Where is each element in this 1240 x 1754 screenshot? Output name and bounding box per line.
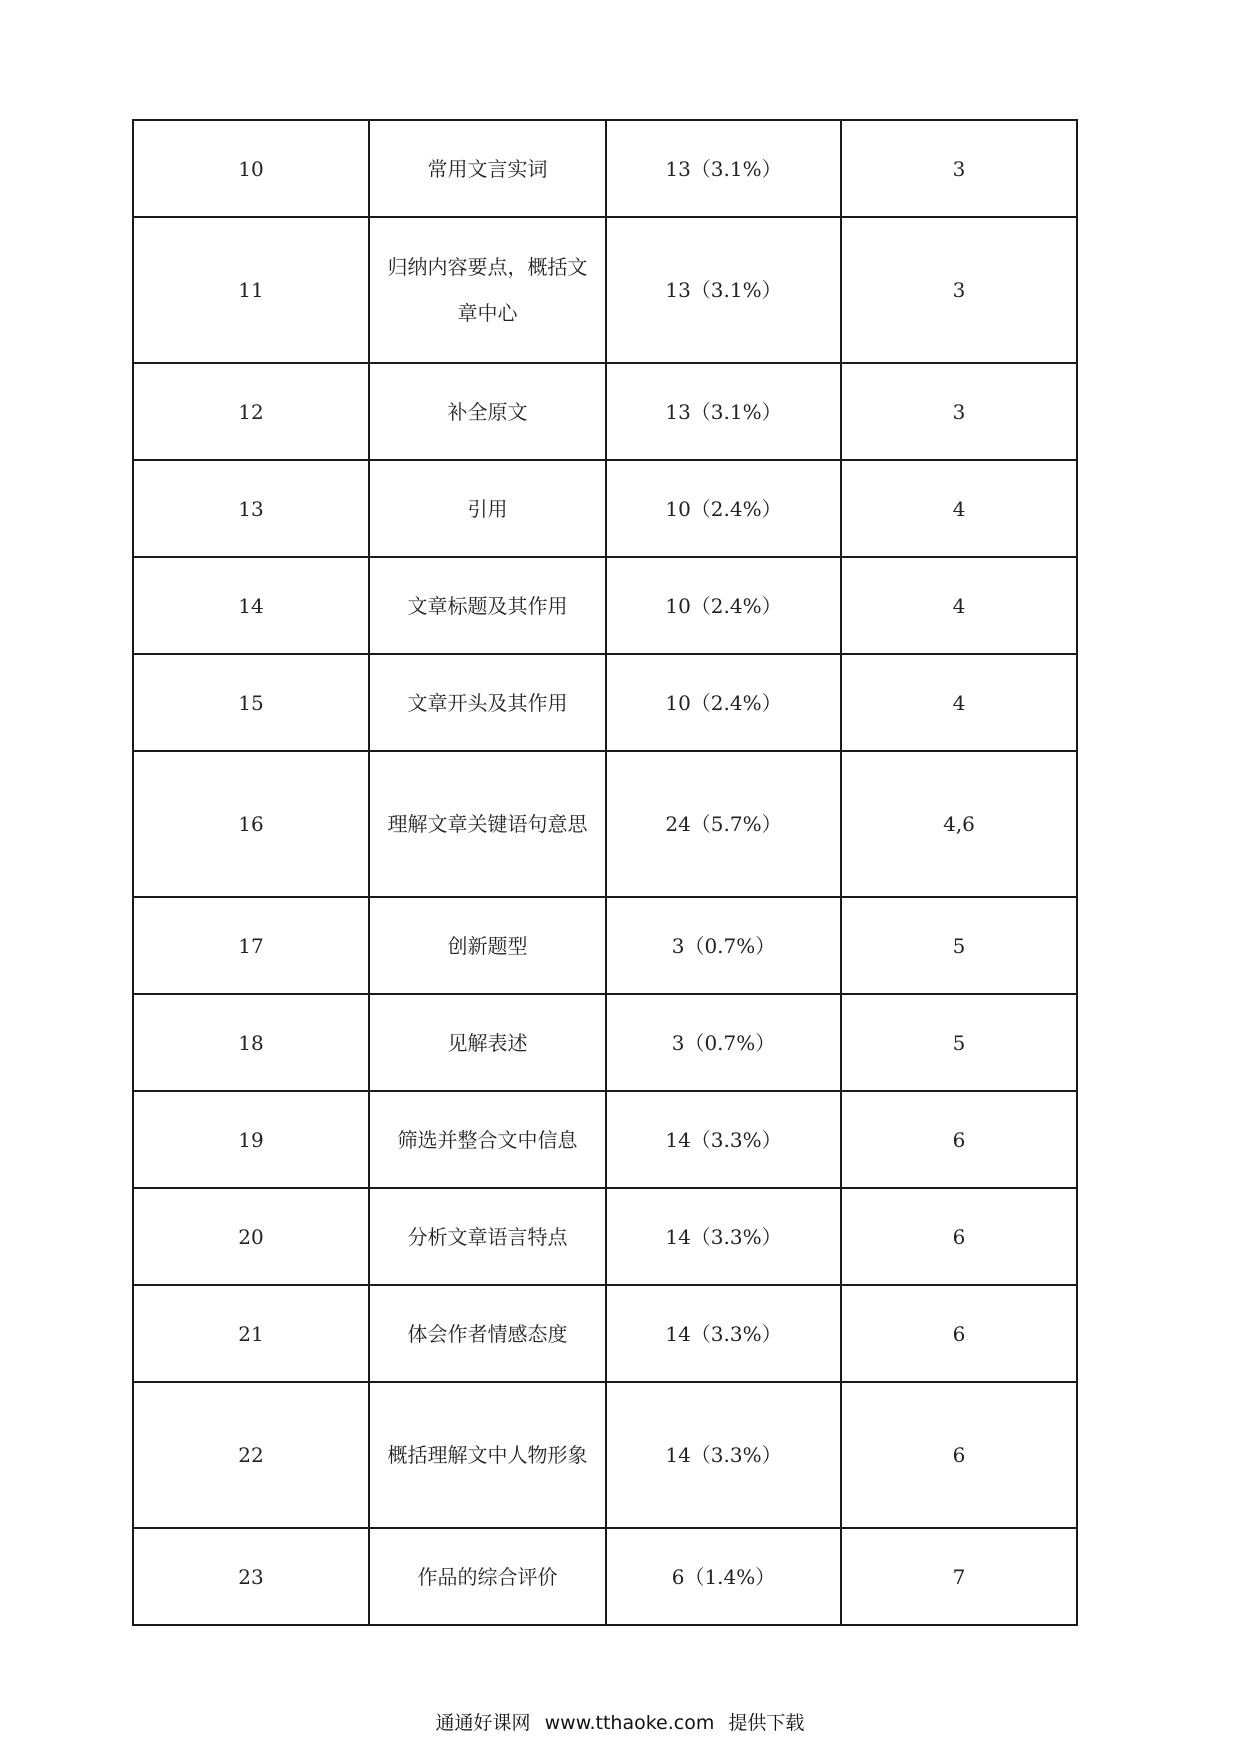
table-body <box>133 120 1077 1625</box>
group-cell: 7 <box>841 1528 1077 1625</box>
row-number-cell: 21 <box>133 1285 369 1382</box>
count-cell: 14（3.3%） <box>606 1382 841 1528</box>
count-cell: 14（3.3%） <box>606 1188 841 1285</box>
table-row <box>133 120 1077 217</box>
row-number-cell: 10 <box>133 120 369 217</box>
count-cell: 6（1.4%） <box>606 1528 841 1625</box>
group-cell: 6 <box>841 1188 1077 1285</box>
table-row <box>133 217 1077 363</box>
count-cell: 10（2.4%） <box>606 654 841 751</box>
table-row <box>133 1382 1077 1528</box>
table-row <box>133 363 1077 460</box>
topic-cell: 常用文言实词 <box>369 120 606 217</box>
count-cell: 10（2.4%） <box>606 460 841 557</box>
topic-cell: 作品的综合评价 <box>369 1528 606 1625</box>
group-cell: 4 <box>841 460 1077 557</box>
table-row <box>133 751 1077 897</box>
table-row <box>133 1528 1077 1625</box>
topic-cell: 体会作者情感态度 <box>369 1285 606 1382</box>
topic-cell: 引用 <box>369 460 606 557</box>
group-cell: 3 <box>841 120 1077 217</box>
topic-cell: 补全原文 <box>369 363 606 460</box>
count-cell: 3（0.7%） <box>606 897 841 994</box>
group-cell: 5 <box>841 994 1077 1091</box>
stats-table <box>132 119 1078 1626</box>
row-number-cell: 16 <box>133 751 369 897</box>
table-row <box>133 460 1077 557</box>
topic-cell: 理解文章关键语句意思 <box>369 751 606 897</box>
group-cell: 6 <box>841 1285 1077 1382</box>
group-cell: 3 <box>841 217 1077 363</box>
row-number-cell: 14 <box>133 557 369 654</box>
group-cell: 4,6 <box>841 751 1077 897</box>
topic-cell: 筛选并整合文中信息 <box>369 1091 606 1188</box>
row-number-cell: 17 <box>133 897 369 994</box>
footer-suffix: 提供下载 <box>728 1712 805 1734</box>
topic-cell: 创新题型 <box>369 897 606 994</box>
table-row <box>133 897 1077 994</box>
page-footer <box>0 1708 1240 1735</box>
table-row <box>133 654 1077 751</box>
count-cell: 13（3.1%） <box>606 217 841 363</box>
group-cell: 6 <box>841 1382 1077 1528</box>
group-cell: 3 <box>841 363 1077 460</box>
row-number-cell: 13 <box>133 460 369 557</box>
count-cell: 3（0.7%） <box>606 994 841 1091</box>
group-cell: 4 <box>841 654 1077 751</box>
topic-cell: 文章标题及其作用 <box>369 557 606 654</box>
topic-cell: 归纳内容要点，概括文章中心 <box>369 217 606 363</box>
count-cell: 13（3.1%） <box>606 120 841 217</box>
row-number-cell: 11 <box>133 217 369 363</box>
row-number-cell: 12 <box>133 363 369 460</box>
row-number-cell: 19 <box>133 1091 369 1188</box>
footer-site-name: 通通好课网 <box>435 1712 531 1734</box>
row-number-cell: 20 <box>133 1188 369 1285</box>
table-row <box>133 1188 1077 1285</box>
row-number-cell: 22 <box>133 1382 369 1528</box>
table-row <box>133 557 1077 654</box>
count-cell: 13（3.1%） <box>606 363 841 460</box>
row-number-cell: 18 <box>133 994 369 1091</box>
count-cell: 14（3.3%） <box>606 1285 841 1382</box>
topic-cell: 分析文章语言特点 <box>369 1188 606 1285</box>
group-cell: 6 <box>841 1091 1077 1188</box>
footer-url[interactable]: www.tthaoke.com <box>544 1712 715 1734</box>
topic-cell: 见解表述 <box>369 994 606 1091</box>
group-cell: 4 <box>841 557 1077 654</box>
count-cell: 24（5.7%） <box>606 751 841 897</box>
group-cell: 5 <box>841 897 1077 994</box>
row-number-cell: 15 <box>133 654 369 751</box>
count-cell: 14（3.3%） <box>606 1091 841 1188</box>
table-row <box>133 994 1077 1091</box>
topic-cell: 文章开头及其作用 <box>369 654 606 751</box>
topic-cell: 概括理解文中人物形象 <box>369 1382 606 1528</box>
table-row <box>133 1091 1077 1188</box>
count-cell: 10（2.4%） <box>606 557 841 654</box>
row-number-cell: 23 <box>133 1528 369 1625</box>
table-row <box>133 1285 1077 1382</box>
